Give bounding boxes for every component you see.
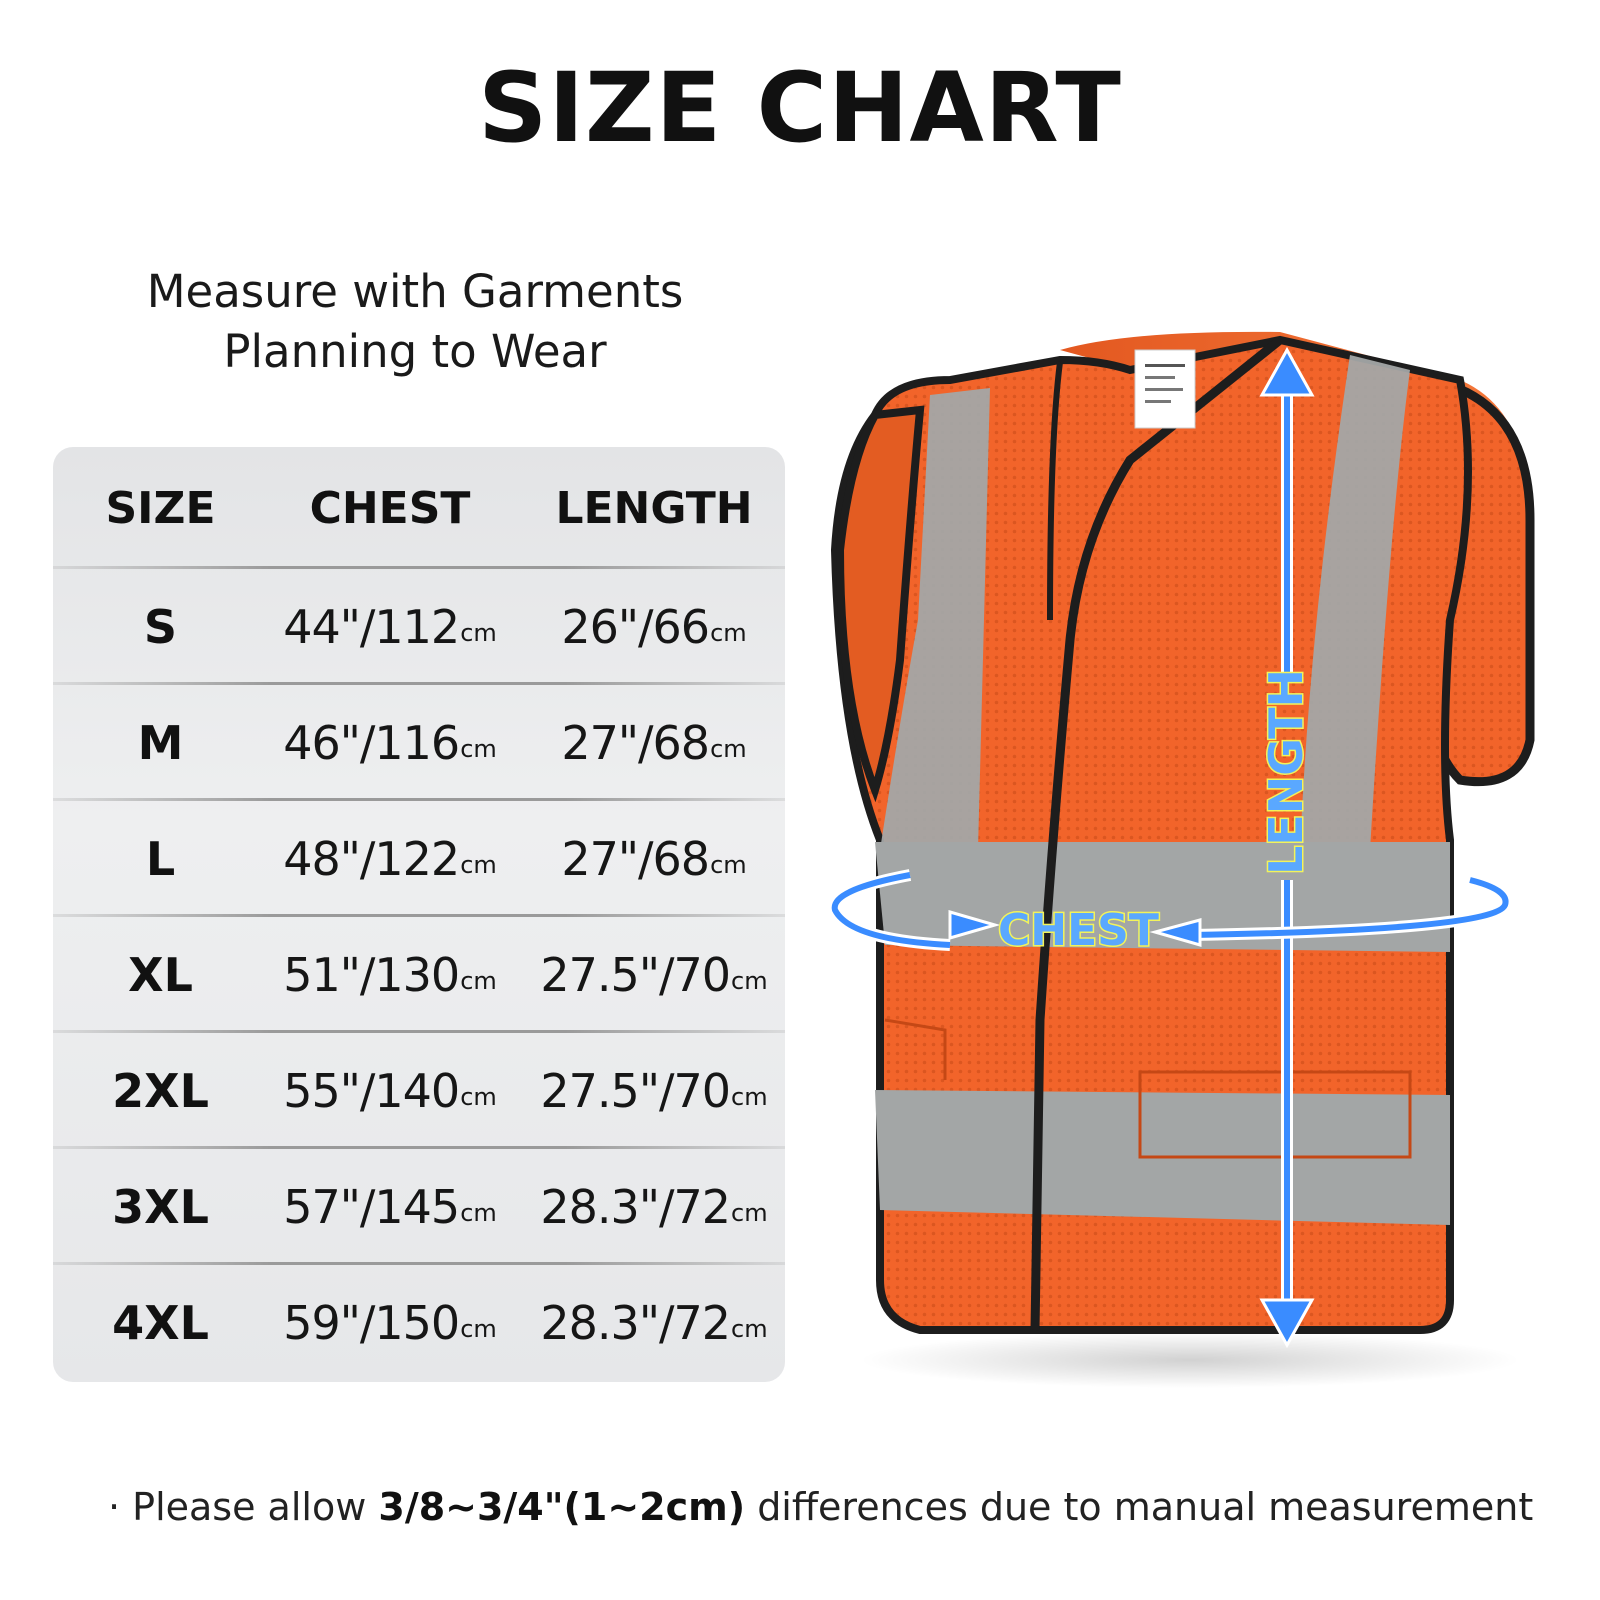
length-value: 27.5"/70 — [540, 948, 731, 1002]
size-cell: 3XL — [112, 1180, 209, 1234]
length-column-header: LENGTH — [555, 482, 753, 534]
unit-label: cm — [460, 967, 497, 995]
length-cell — [523, 801, 785, 917]
unit-label: cm — [460, 1083, 497, 1111]
measurement-note — [108, 1485, 1548, 1529]
length-cell — [523, 685, 785, 801]
note-prefix: · Please allow — [108, 1485, 379, 1529]
length-value: 27"/68 — [561, 716, 710, 770]
measure-instruction — [60, 262, 770, 382]
chest-cell — [265, 801, 515, 917]
size-table-header — [53, 447, 785, 569]
table-row — [53, 569, 785, 685]
unit-label: cm — [710, 619, 747, 647]
size-cell: M — [137, 716, 184, 770]
chest-cell — [265, 1149, 515, 1265]
chest-cell — [265, 1033, 515, 1149]
table-row — [53, 1149, 785, 1265]
measure-instruction-line-2: Planning to Wear — [223, 325, 607, 378]
chest-cell — [265, 1265, 515, 1381]
size-cell: XL — [128, 948, 193, 1002]
table-row — [53, 801, 785, 917]
unit-label: cm — [710, 851, 747, 879]
length-cell — [523, 1033, 785, 1149]
chest-value: 51"/130 — [283, 948, 460, 1002]
size-cell: 2XL — [112, 1064, 209, 1118]
size-column-header: SIZE — [105, 482, 216, 534]
note-suffix: differences due to manual measurement — [745, 1485, 1534, 1529]
size-cell: L — [145, 832, 176, 886]
unit-label: cm — [731, 1199, 768, 1227]
chest-value: 59"/150 — [283, 1296, 460, 1350]
page-title: SIZE CHART — [478, 52, 1122, 164]
measure-instruction-line-1: Measure with Garments — [146, 265, 684, 318]
chest-cell — [265, 917, 515, 1033]
length-value: 28.3"/72 — [540, 1180, 731, 1234]
table-row — [53, 685, 785, 801]
length-cell — [523, 569, 785, 685]
unit-label: cm — [460, 1315, 497, 1343]
table-row — [53, 917, 785, 1033]
vest-illustration — [830, 320, 1550, 1400]
length-value: 28.3"/72 — [540, 1296, 731, 1350]
chest-label: CHEST — [998, 905, 1159, 956]
length-label: LENGTH — [1259, 668, 1313, 875]
unit-label: cm — [460, 851, 497, 879]
unit-label: cm — [460, 735, 497, 763]
length-cell — [523, 917, 785, 1033]
size-table — [53, 447, 785, 1382]
table-row — [53, 1265, 785, 1381]
length-value: 27.5"/70 — [540, 1064, 731, 1118]
chest-cell — [265, 685, 515, 801]
vest-image — [830, 320, 1550, 1400]
chest-column-header: CHEST — [309, 482, 471, 534]
chest-value: 44"/112 — [283, 600, 460, 654]
note-tolerance: 3/8~3/4"(1~2cm) — [378, 1485, 746, 1529]
length-value: 27"/68 — [561, 832, 710, 886]
length-cell — [523, 1149, 785, 1265]
unit-label: cm — [731, 967, 768, 995]
unit-label: cm — [460, 1199, 497, 1227]
size-cell: 4XL — [112, 1296, 209, 1350]
unit-label: cm — [731, 1315, 768, 1343]
chest-cell — [265, 569, 515, 685]
unit-label: cm — [460, 619, 497, 647]
chest-value: 48"/122 — [283, 832, 460, 886]
unit-label: cm — [710, 735, 747, 763]
length-cell — [523, 1265, 785, 1381]
table-row — [53, 1033, 785, 1149]
chest-value: 57"/145 — [283, 1180, 460, 1234]
unit-label: cm — [731, 1083, 768, 1111]
size-cell: S — [143, 600, 178, 654]
vest-shadow — [860, 1332, 1520, 1388]
chest-value: 55"/140 — [283, 1064, 460, 1118]
chest-value: 46"/116 — [283, 716, 460, 770]
length-value: 26"/66 — [561, 600, 710, 654]
